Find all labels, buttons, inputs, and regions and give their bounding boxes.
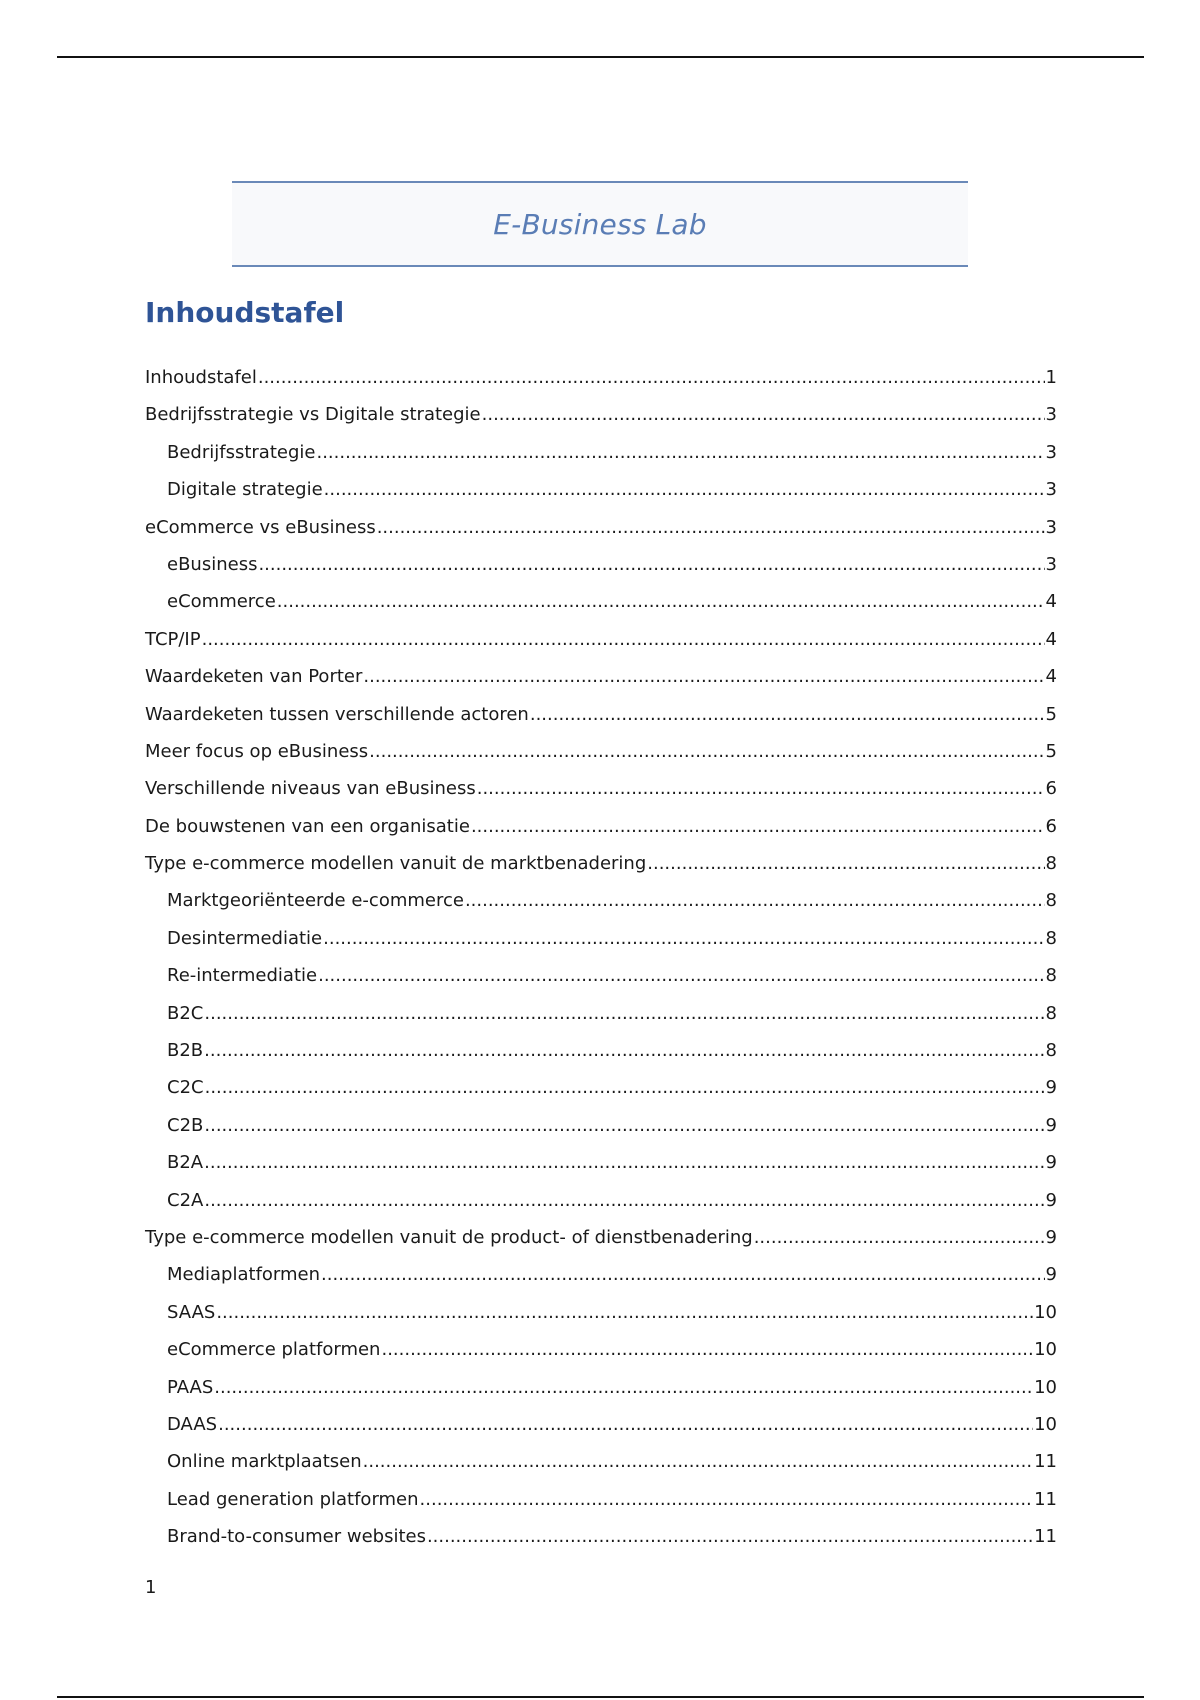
toc-entry-page: 9 [1045,1226,1057,1248]
toc-dot-leader [316,442,1044,463]
toc-entry-page: 4 [1045,628,1057,650]
toc-entry[interactable] [145,591,1057,628]
toc-dot-leader [216,1302,1033,1323]
toc-entry-page: 4 [1045,666,1057,688]
toc-entry-label: eCommerce [167,591,276,613]
toc-entry-label: TCP/IP [145,628,201,650]
toc-entry[interactable] [145,928,1057,965]
toc-entry[interactable] [145,1040,1057,1077]
toc-entry[interactable] [145,1190,1057,1227]
toc-entry[interactable] [145,442,1057,479]
toc-dot-leader [204,1040,1044,1061]
toc-entry[interactable] [145,1227,1057,1264]
toc-dot-leader [482,404,1045,425]
toc-entry-page: 9 [1045,1077,1057,1099]
toc-entry-label: Mediaplatformen [167,1264,321,1286]
toc-entry-label: SAAS [167,1301,216,1323]
toc-dot-leader [323,928,1044,949]
toc-entry-label: Desintermediatie [167,927,323,949]
toc-entry-page: 5 [1045,740,1057,762]
toc-dot-leader [318,965,1044,986]
toc-entry[interactable] [145,1115,1057,1152]
toc-entry-label: Digitale strategie [167,479,323,501]
toc-dot-leader [477,778,1045,799]
page-number: 1 [145,1577,157,1598]
toc-entry-label: eCommerce platformen [167,1339,381,1361]
toc-entry-label: Bedrijfsstrategie [167,441,316,463]
toc-entry-label: C2C [167,1077,204,1099]
toc-entry-label: Online marktplaatsen [167,1451,362,1473]
toc-entry-page: 10 [1034,1301,1057,1323]
document-header [232,181,968,267]
toc-dot-leader [324,479,1045,500]
toc-entry-label: Inhoudstafel [145,367,257,388]
toc-dot-leader [381,1339,1033,1360]
toc-entry-page: 6 [1045,815,1057,837]
toc-entry-page: 8 [1045,1002,1057,1024]
toc-entry-label: C2A [167,1189,204,1211]
toc-entry[interactable] [145,816,1057,853]
toc-entry-page: 9 [1045,1152,1057,1174]
document-header-title: E-Business Lab [493,207,707,241]
toc-entry-label: Re-intermediatie [167,965,318,987]
toc-entry-page: 9 [1045,1189,1057,1211]
toc-entry[interactable] [145,554,1057,591]
toc-entry-page: 8 [1045,890,1057,912]
toc-dot-leader [377,517,1045,538]
toc-dot-leader [427,1526,1033,1547]
toc-entry-label: Meer focus op eBusiness [145,740,369,762]
toc-dot-leader [204,1152,1044,1173]
toc-entry-page: 10 [1034,1413,1057,1435]
toc-entry[interactable] [145,853,1057,890]
toc-entry[interactable] [145,1414,1057,1451]
toc-entry-label: Type e-commerce modellen vanuit de marktbenadering [145,853,647,875]
toc-entry[interactable] [145,479,1057,516]
toc-entry-label: DAAS [167,1413,218,1435]
toc-entry[interactable] [145,1377,1057,1414]
toc-entry-page: 11 [1034,1451,1057,1473]
toc-dot-leader [258,554,1044,575]
toc-entry[interactable] [145,404,1057,441]
toc-entry-page: 3 [1045,441,1057,463]
toc-entry-label: eCommerce vs eBusiness [145,516,376,538]
toc-entry[interactable] [145,1003,1057,1040]
toc-entry-page: 9 [1045,1114,1057,1136]
toc-entry[interactable] [145,778,1057,815]
toc-dot-leader [363,666,1044,687]
toc-dot-leader [369,741,1044,762]
toc-entry-label: Bedrijfsstrategie vs Digitale strategie [145,404,481,426]
toc-entry[interactable] [145,704,1057,741]
toc-entry[interactable] [145,1302,1057,1339]
toc-entry[interactable] [145,629,1057,666]
toc-entry-page: 8 [1045,965,1057,987]
toc-entry-label: Waardeketen van Porter [145,666,363,688]
toc-dot-leader [465,890,1045,911]
toc-entry[interactable] [145,1339,1057,1376]
toc-entry[interactable] [145,890,1057,927]
toc-heading: Inhoudstafel [145,296,345,329]
toc-dot-leader [202,629,1045,650]
toc-entry[interactable] [145,741,1057,778]
toc-entry-label: B2A [167,1152,204,1174]
toc-dot-leader [204,1190,1044,1211]
toc-entry-page: 10 [1034,1376,1057,1398]
table-of-contents [145,367,1057,1564]
toc-entry-label: Waardeketen tussen verschillende actoren [145,703,529,725]
toc-entry-page: 3 [1045,404,1057,426]
page-bottom-rule [57,1696,1144,1698]
toc-dot-leader [214,1377,1033,1398]
toc-dot-leader [277,591,1045,612]
toc-entry-label: Brand-to-consumer websites [167,1526,426,1548]
toc-entry[interactable] [145,1152,1057,1189]
toc-entry[interactable] [145,1526,1057,1563]
toc-entry[interactable] [145,367,1057,404]
toc-entry-page: 3 [1045,516,1057,538]
toc-entry-page: 8 [1045,853,1057,875]
toc-entry-label: B2C [167,1002,204,1024]
toc-entry-label: Marktgeoriënteerde e-commerce [167,890,464,912]
toc-entry-page: 6 [1045,778,1057,800]
toc-dot-leader [363,1451,1033,1472]
toc-entry-page: 11 [1034,1488,1057,1510]
toc-entry-label: Verschillende niveaus van eBusiness [145,778,476,800]
toc-entry-page: 8 [1045,927,1057,949]
toc-dot-leader [258,367,1045,388]
toc-entry-label: eBusiness [167,553,258,575]
toc-entry-page: 5 [1045,703,1057,725]
toc-entry[interactable] [145,1489,1057,1526]
toc-entry-label: Lead generation platformen [167,1488,419,1510]
toc-entry-page: 1 [1045,367,1057,388]
toc-dot-leader [754,1227,1045,1248]
toc-entry[interactable] [145,1077,1057,1114]
toc-entry[interactable] [145,1264,1057,1301]
toc-dot-leader [204,1115,1044,1136]
toc-entry-label: B2B [167,1040,204,1062]
toc-entry-label: De bouwstenen van een organisatie [145,815,470,837]
toc-entry[interactable] [145,517,1057,554]
toc-entry-label: C2B [167,1114,204,1136]
toc-dot-leader [420,1489,1034,1510]
toc-entry-page: 10 [1034,1339,1057,1361]
toc-dot-leader [530,704,1045,725]
toc-dot-leader [218,1414,1033,1435]
toc-entry[interactable] [145,965,1057,1002]
toc-entry-page: 8 [1045,1040,1057,1062]
toc-entry-page: 11 [1034,1526,1057,1548]
toc-entry-page: 3 [1045,553,1057,575]
toc-entry-page: 4 [1045,591,1057,613]
toc-entry[interactable] [145,666,1057,703]
toc-dot-leader [205,1077,1045,1098]
toc-entry[interactable] [145,1451,1057,1488]
toc-entry-label: PAAS [167,1376,214,1398]
toc-entry-page: 3 [1045,479,1057,501]
toc-dot-leader [471,816,1045,837]
toc-entry-label: Type e-commerce modellen vanuit de product- of dienstbenadering [145,1226,753,1248]
toc-dot-leader [204,1003,1044,1024]
toc-entry-page: 9 [1045,1264,1057,1286]
toc-dot-leader [647,853,1044,874]
toc-dot-leader [321,1264,1045,1285]
page-top-rule [57,56,1144,58]
